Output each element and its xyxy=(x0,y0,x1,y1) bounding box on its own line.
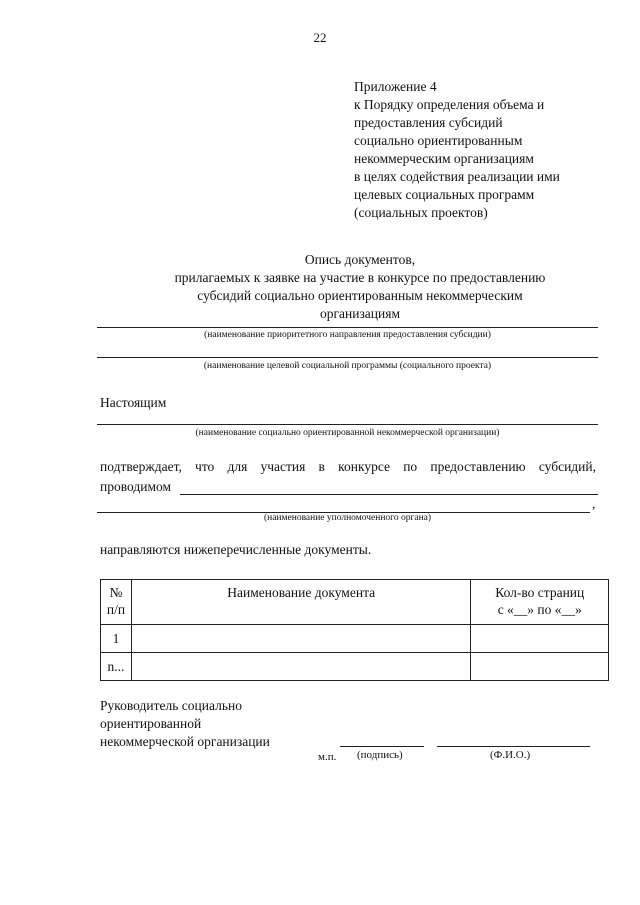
header-num-line1: № xyxy=(109,585,123,600)
priority-direction-caption: (наименование приоритетного направления предоставления субсидии) xyxy=(204,330,491,340)
sent-text: направляются нижеперечисленные документы. xyxy=(100,542,372,557)
header-num xyxy=(101,580,132,625)
fio-label: (Ф.И.О.) xyxy=(490,749,531,761)
header-pages-line1: Кол-во страниц xyxy=(495,585,585,600)
nastoyashchim-text: Настоящим xyxy=(100,395,167,410)
target-program-field[interactable] xyxy=(97,357,598,358)
table-row xyxy=(101,625,609,653)
header-name: Наименование документа xyxy=(131,580,471,625)
conducted-text: проводимом xyxy=(100,479,172,494)
organization-caption: (наименование социально ориентированной некоммерческой организации) xyxy=(195,428,500,438)
confirms-text: подтверждает, что для участия в конкурсе по предоставлению субсидий, xyxy=(100,459,596,474)
row-name-cell[interactable] xyxy=(131,653,471,681)
appendix-line: к Порядку определения объема и xyxy=(354,97,545,112)
page-number: 22 xyxy=(313,30,327,45)
authorized-body-caption: (наименование уполномоченного органа) xyxy=(263,513,432,523)
appendix-line: (социальных проектов) xyxy=(354,205,488,220)
appendix-block xyxy=(354,78,560,222)
appendix-line: Приложение 4 xyxy=(354,79,437,94)
priority-direction-field[interactable] xyxy=(97,327,598,328)
target-program-caption: (наименование целевой социальной программы (социального проекта) xyxy=(203,361,492,371)
comma-text: , xyxy=(592,496,596,511)
appendix-line: предоставления субсидий xyxy=(354,115,503,130)
header-pages-line2: с «__» по «__» xyxy=(497,602,582,617)
table-row xyxy=(101,653,609,681)
stamp-label: м.п. xyxy=(318,751,337,763)
conducted-field[interactable] xyxy=(180,494,598,495)
appendix-line: некоммерческим организациям xyxy=(354,151,534,166)
signature-line: некоммерческой организации xyxy=(100,734,270,749)
appendix-line: социально ориентированным xyxy=(354,133,523,148)
row-pages-cell[interactable] xyxy=(471,653,609,681)
documents-table xyxy=(100,579,609,681)
fio-field[interactable] xyxy=(437,746,590,747)
title-line: организациям xyxy=(319,306,400,321)
row-name-cell[interactable] xyxy=(131,625,471,653)
header-num-line2: п/п xyxy=(106,602,126,617)
title-line: прилагаемых к заявке на участие в конкурсе по предоставлению xyxy=(174,270,546,285)
title-line: субсидий социально ориентированным некоммерческим xyxy=(197,288,523,303)
row-pages-cell[interactable] xyxy=(471,625,609,653)
row-num: n... xyxy=(101,653,132,681)
signature-block xyxy=(100,697,270,751)
header-pages xyxy=(471,580,609,625)
title-line: Опись документов, xyxy=(304,252,416,267)
signature-line: Руководитель социально xyxy=(100,698,242,713)
organization-field[interactable] xyxy=(97,424,598,425)
signature-field[interactable] xyxy=(340,746,424,747)
signature-line: ориентированной xyxy=(100,716,202,731)
appendix-line: целевых социальных программ xyxy=(354,187,535,202)
appendix-line: в целях содействия реализации ими xyxy=(354,169,560,184)
sign-label: (подпись) xyxy=(357,749,403,761)
document-title xyxy=(80,251,640,323)
row-num: 1 xyxy=(101,625,132,653)
table-header-row xyxy=(101,580,609,625)
